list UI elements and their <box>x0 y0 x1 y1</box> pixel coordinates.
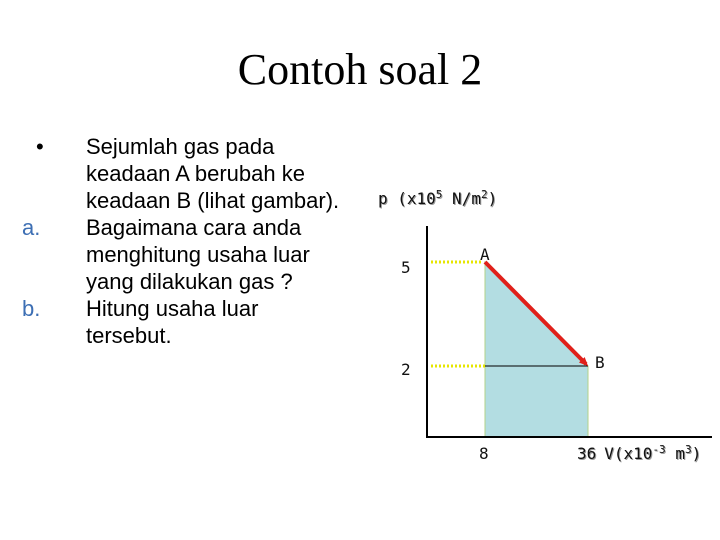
item-text: Hitung usaha luar tersebut. <box>86 296 259 348</box>
item-text: Sejumlah gas pada keadaan A berubah ke keadaan B (lihat gambar). <box>86 134 340 213</box>
y-tick-label: 2 <box>401 360 411 379</box>
point-label-B: B <box>595 353 605 372</box>
y-tick-label: 5 <box>401 258 411 277</box>
x-tick-label: 8 <box>479 444 489 463</box>
bullet-marker: • <box>36 134 44 159</box>
item-text: Bagaimana cara anda menghitung usaha luar yang dilakukan gas ? <box>86 215 310 294</box>
point-label-A: A <box>480 245 490 264</box>
item-marker-a: a. <box>22 215 41 240</box>
item-marker-b: b. <box>22 296 41 321</box>
slide-title: Contoh soal 2 <box>237 45 483 94</box>
y-axis-label: p ($x10^5$ $N/m^2$) <box>378 188 498 208</box>
x-axis-label: 36 $V(x10^{-3}$ $m^3$) <box>577 443 702 463</box>
